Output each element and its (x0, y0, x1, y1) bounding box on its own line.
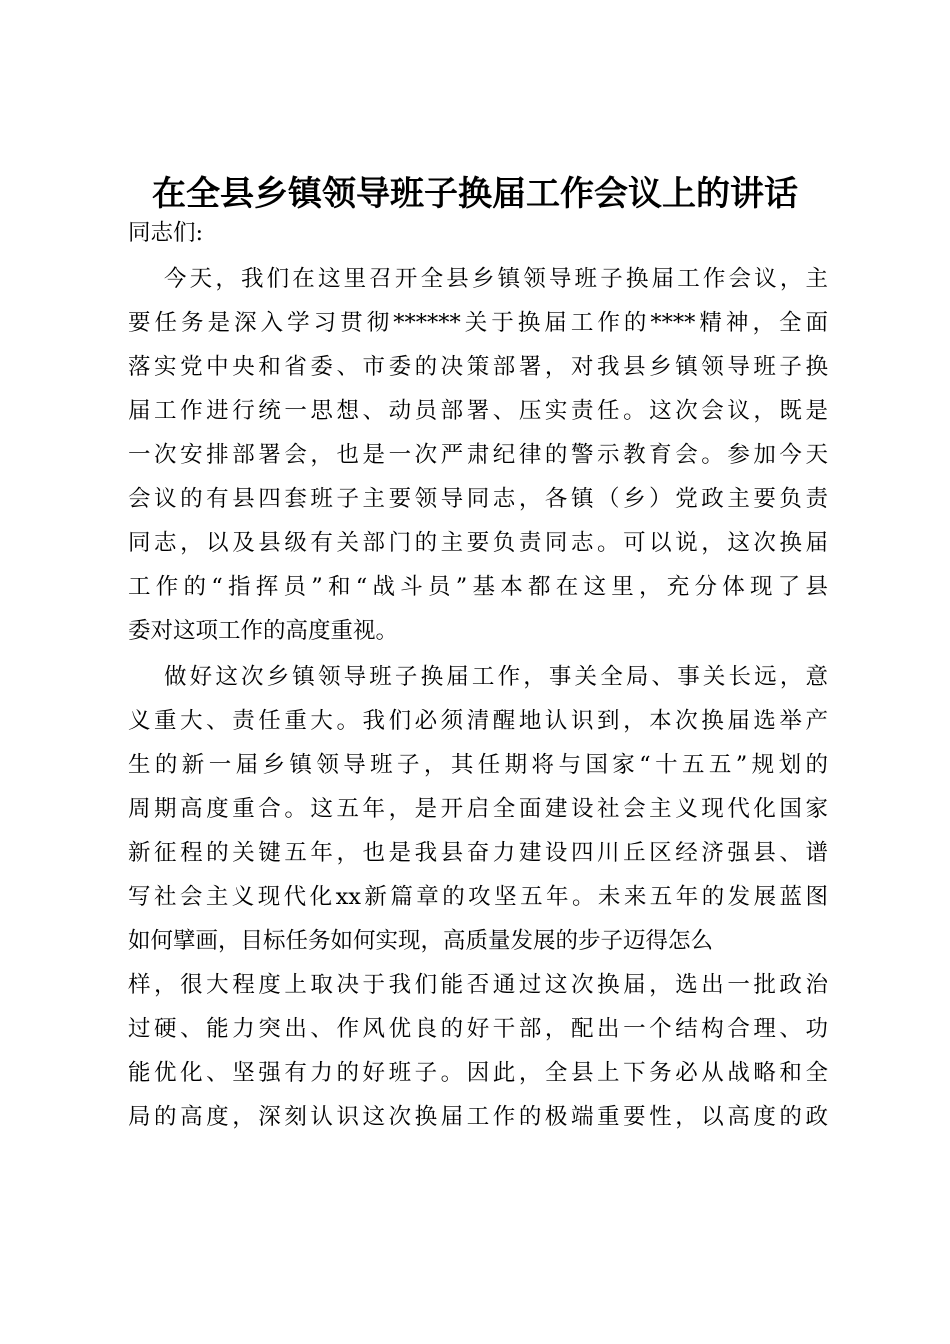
paragraph-1-line: 工作的“指挥员”和“战斗员”基本都在这里，充分体现了县 (128, 574, 828, 600)
paragraph-2-line: 做好这次乡镇领导班子换届工作，事关全局、事关长远，意 (164, 664, 828, 690)
paragraph-1-line: 落实党中央和省委、市委的决策部署，对我县乡镇领导班子换 (128, 354, 828, 380)
paragraph-2-line: 局的高度，深刻认识这次换届工作的极端重要性，以高度的政 (128, 1104, 828, 1130)
paragraph-2-line: 新征程的关键五年，也是我县奋力建设四川丘区经济强县、谱 (128, 840, 828, 866)
paragraph-1-line: 今天，我们在这里召开全县乡镇领导班子换届工作会议，主 (164, 266, 828, 292)
paragraph-2-line: 样，很大程度上取决于我们能否通过这次换届，选出一批政治 (128, 972, 828, 998)
paragraph-2-line: 生的新一届乡镇领导班子，其任期将与国家“十五五”规划的 (128, 752, 828, 778)
paragraph-1-line: 同志，以及县级有关部门的主要负责同志。可以说，这次换届 (128, 530, 828, 556)
paragraph-1-line: 一次安排部署会，也是一次严肃纪律的警示教育会。参加今天 (128, 442, 828, 468)
salutation: 同志们: (128, 220, 204, 246)
paragraph-2-line: 能优化、坚强有力的好班子。因此，全县上下务必从战略和全 (128, 1060, 828, 1086)
paragraph-1-line: 届工作进行统一思想、动员部署、压实责任。这次会议，既是 (128, 398, 828, 424)
paragraph-1-line: 委对这项工作的高度重视。 (128, 618, 399, 644)
paragraph-2-line: 义重大、责任重大。我们必须清醒地认识到，本次换届选举产 (128, 708, 828, 734)
paragraph-2-line: 周期高度重合。这五年，是开启全面建设社会主义现代化国家 (128, 796, 828, 822)
paragraph-2-line: 写社会主义现代化xx新篇章的攻坚五年。未来五年的发展蓝图 (128, 884, 828, 910)
paragraph-1-line: 会议的有县四套班子主要领导同志，各镇（乡）党政主要负责 (128, 486, 828, 512)
paragraph-2-line: 如何擘画，目标任务如何实现，高质量发展的步子迈得怎么 (128, 928, 714, 954)
document-title: 在全县乡镇领导班子换届工作会议上的讲话 (152, 174, 798, 214)
paragraph-1-line: 要任务是深入学习贯彻******关于换届工作的****精神，全面 (128, 310, 828, 336)
paragraph-2-line: 过硬、能力突出、作风优良的好干部，配出一个结构合理、功 (128, 1016, 828, 1042)
